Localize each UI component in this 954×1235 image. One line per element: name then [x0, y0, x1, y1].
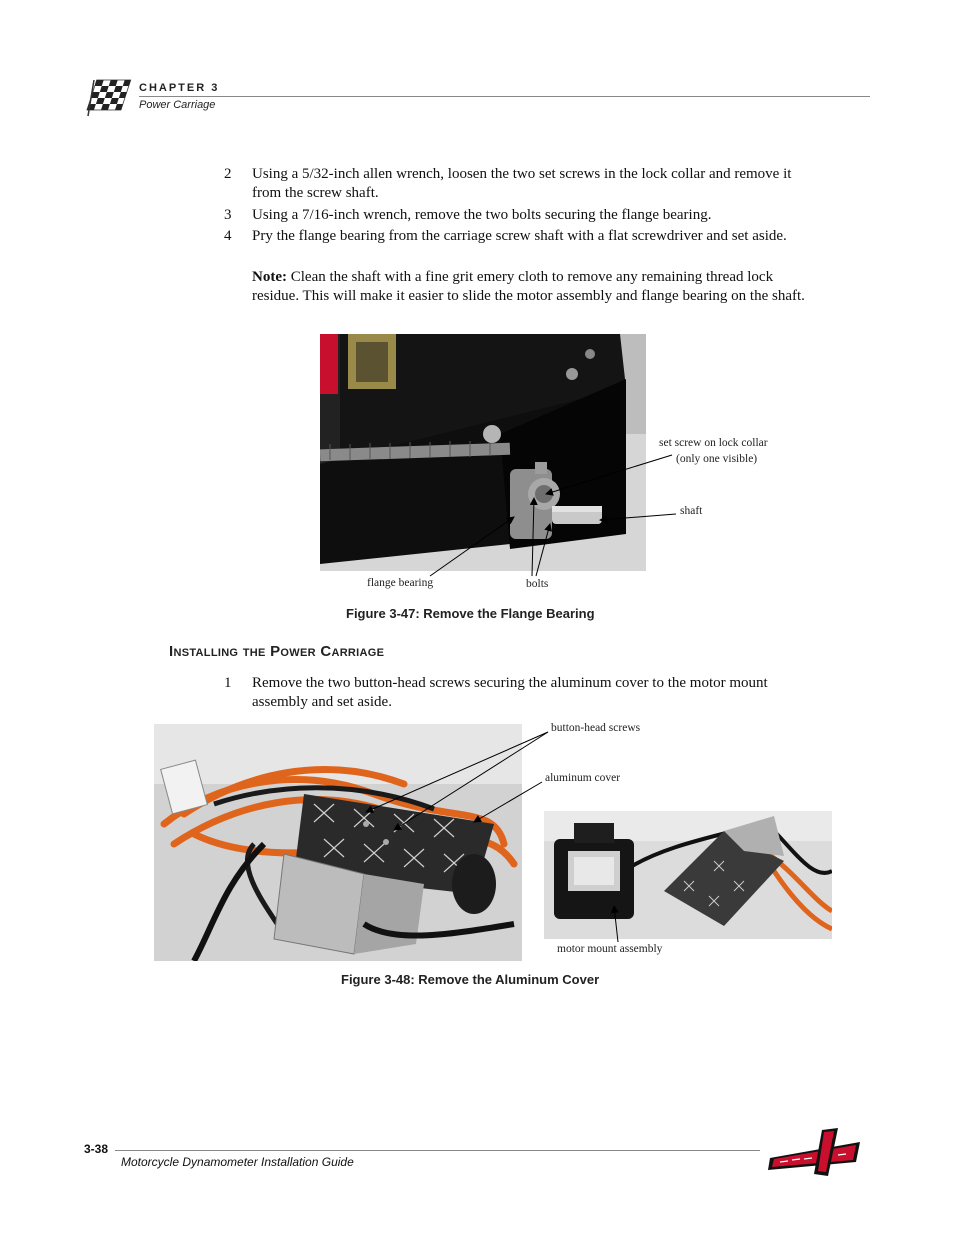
bolts-label: bolts	[526, 578, 549, 590]
figure-3-48-caption: Figure 3-48: Remove the Aluminum Cover	[341, 972, 600, 987]
section-label: Power Carriage	[139, 99, 216, 111]
step-number: 2	[224, 166, 232, 182]
page-number: 3-38	[84, 1142, 109, 1156]
checkered-flag-logo	[82, 76, 132, 118]
step-text: Using a 7/16-inch wrench, remove the two bolts securing the flange bearing.	[252, 207, 712, 223]
note-paragraph	[252, 268, 812, 306]
step-number: 4	[224, 228, 232, 244]
set-screw-label: set screw on lock collar	[659, 437, 768, 449]
step-text: Using a 5/32-inch allen wrench, loosen the two set screws in the lock collar and remove it from the screw shaft.	[252, 166, 792, 201]
note-text: Clean the shaft with a fine grit emery cloth to remove any remaining thread lock residue. This will make it easier to slide the motor assembly and flange bearing on the shaft.	[252, 269, 805, 304]
button-head-screws-label: button-head screws	[551, 722, 641, 734]
dynojet-logo	[764, 1128, 866, 1178]
section-heading: Installing the Power Carriage	[169, 643, 385, 660]
step-text: Remove the two button-head screws securing the aluminum cover to the motor mount assembly and set aside.	[252, 675, 768, 710]
chapter-label: CHAPTER 3	[139, 82, 220, 94]
step-text: Pry the flange bearing from the carriage screw shaft with a flat screwdriver and set aside.	[252, 228, 787, 244]
set-screw-note: (only one visible)	[676, 453, 758, 465]
step-number: 1	[224, 675, 232, 691]
aluminum-cover-label: aluminum cover	[545, 772, 621, 784]
step-number: 3	[224, 207, 232, 223]
header-rule	[139, 96, 870, 97]
footer-rule	[115, 1150, 760, 1151]
flange-callout-lines	[320, 334, 720, 594]
cover-callout-lines	[154, 720, 854, 960]
footer-title: Motorcycle Dynamometer Installation Guide	[121, 1155, 354, 1169]
figure-3-47-caption: Figure 3-47: Remove the Flange Bearing	[346, 606, 595, 621]
shaft-label: shaft	[680, 505, 703, 517]
note-label: Note:	[252, 269, 287, 285]
flange-bearing-label: flange bearing	[367, 577, 434, 589]
motor-mount-label: motor mount assembly	[557, 943, 663, 955]
